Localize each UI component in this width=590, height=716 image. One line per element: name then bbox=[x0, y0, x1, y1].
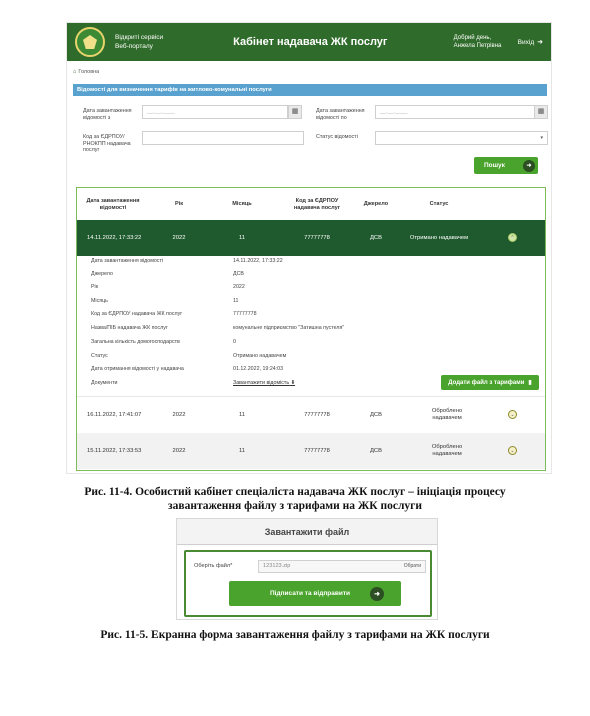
greeting-line2: Анжела Петрівна bbox=[453, 43, 502, 49]
cell-month: 11 bbox=[238, 411, 246, 418]
figure-caption-2: Рис. 11-5. Екранна форма завантаження файлу з тарифами на ЖК послуги bbox=[100, 629, 490, 641]
cell-month: 11 bbox=[238, 234, 246, 241]
detail-value: 01.12.2022, 19:24:03 bbox=[233, 366, 284, 372]
table-row[interactable] bbox=[77, 397, 545, 433]
cell-code: 77777778 bbox=[304, 447, 330, 454]
expand-icon[interactable]: ⌄ bbox=[508, 446, 517, 455]
page-title: Кабінет надавача ЖК послуг bbox=[233, 36, 388, 48]
calendar-icon[interactable]: ▦ bbox=[288, 105, 302, 119]
cell-year: 2022 bbox=[172, 411, 186, 418]
logout-icon: ➜ bbox=[537, 39, 543, 46]
cell-status: Оброблено надавачем bbox=[431, 408, 463, 421]
add-tariff-file-button[interactable] bbox=[441, 375, 539, 390]
download-statement-link[interactable] bbox=[233, 380, 295, 386]
cell-status: Отримано надавачем bbox=[409, 234, 469, 241]
choose-file-label: Оберіть файл* bbox=[194, 563, 233, 569]
date-from-input[interactable]: __.__.____ bbox=[142, 105, 288, 119]
cell-year: 2022 bbox=[172, 234, 186, 241]
breadcrumb[interactable] bbox=[73, 69, 99, 75]
cell-date: 14.11.2022, 17:33:22 bbox=[87, 234, 142, 241]
statements-table bbox=[76, 187, 546, 471]
section-title-bar: Відомості для визначення тарифів на житлово-комунальні послуги bbox=[73, 84, 547, 96]
upload-dialog-screenshot bbox=[176, 518, 438, 620]
table-row[interactable] bbox=[77, 433, 545, 469]
detail-value: ДСВ bbox=[233, 271, 244, 277]
column-header: Код за ЄДРПОУ надавача послуг bbox=[293, 198, 341, 211]
cell-code: 77777778 bbox=[304, 411, 330, 418]
top-header-bar bbox=[67, 23, 551, 61]
column-header: Джерело bbox=[363, 201, 389, 207]
figure-caption-1 bbox=[40, 485, 550, 513]
detail-value: комунальне підприємство "Затишна пустеля" bbox=[233, 325, 345, 331]
detail-value: Отримано надавачем bbox=[233, 353, 287, 359]
cell-source: ДСВ bbox=[370, 411, 382, 418]
arrow-right-icon: ➜ bbox=[523, 160, 535, 172]
cell-source: ДСВ bbox=[370, 447, 382, 454]
column-header: Місяць bbox=[232, 201, 252, 207]
browse-button[interactable]: Обрати bbox=[403, 563, 421, 569]
detail-label: Загальна кількість домогосподарств bbox=[91, 339, 180, 345]
detail-label: Дата отримання відомості у надавача bbox=[91, 366, 184, 372]
cell-date: 15.11.2022, 17:33:53 bbox=[87, 447, 142, 454]
detail-label: Статус bbox=[91, 353, 108, 359]
detail-value: 0 bbox=[233, 339, 236, 345]
cell-date: 16.11.2022, 17:41:07 bbox=[87, 411, 142, 418]
breadcrumb-home: Головна bbox=[78, 69, 100, 75]
detail-label: Джерело bbox=[91, 271, 113, 277]
detail-value: 11 bbox=[233, 298, 239, 304]
sign-and-send-button[interactable] bbox=[229, 581, 401, 606]
detail-value: 14.11.2022, 17:33:22 bbox=[233, 258, 283, 264]
search-button-label: Пошук bbox=[484, 162, 505, 169]
file-name: 123123.zip bbox=[263, 563, 291, 569]
detail-label: Рік bbox=[91, 284, 99, 290]
cell-status: Оброблено надавачем bbox=[431, 444, 463, 457]
detail-label: Місяць bbox=[91, 298, 108, 304]
chevron-down-icon: ▾ bbox=[540, 135, 543, 141]
detail-label: Дата завантаження відомості bbox=[91, 258, 164, 264]
cell-year: 2022 bbox=[172, 447, 186, 454]
status-select[interactable] bbox=[375, 131, 548, 145]
code-input[interactable] bbox=[142, 131, 304, 145]
download-icon: ⬇ bbox=[290, 380, 296, 386]
date-from-label: Дата завантаження відомості з bbox=[83, 108, 132, 121]
table-header bbox=[77, 188, 545, 220]
date-to-input[interactable]: __.__.____ bbox=[375, 105, 535, 119]
detail-value: 77777778 bbox=[233, 311, 257, 317]
caption1-line2: завантаження файлу з тарифами на ЖК послуги bbox=[167, 500, 422, 512]
add-button-label: Додати файл з тарифами bbox=[448, 379, 525, 386]
services-line1: Відкриті сервіси bbox=[115, 34, 164, 41]
logout-label: Вихід bbox=[517, 38, 535, 46]
file-input[interactable] bbox=[258, 560, 426, 573]
upload-dialog-title: Завантажити файл bbox=[177, 519, 437, 545]
file-icon: ▮ bbox=[528, 380, 532, 386]
submit-button-label: Підписати та відправити bbox=[269, 590, 351, 597]
provider-cabinet-screenshot bbox=[66, 22, 552, 474]
date-to-label: Дата завантаження відомості по bbox=[316, 108, 365, 121]
arrow-right-icon: ➜ bbox=[370, 587, 384, 601]
detail-value: 2022 bbox=[233, 284, 245, 290]
column-header: Статус bbox=[429, 201, 449, 207]
download-link-label: Завантажити відомість bbox=[233, 380, 290, 386]
detail-label: Код за ЄДРПОУ надавача ЖК послуг bbox=[91, 311, 183, 317]
table-row[interactable] bbox=[77, 220, 545, 256]
cell-month: 11 bbox=[238, 447, 246, 454]
collapse-icon[interactable]: ⌃ bbox=[508, 233, 517, 242]
expand-icon[interactable]: ⌄ bbox=[508, 410, 517, 419]
upload-form bbox=[184, 550, 432, 617]
column-header: Рік bbox=[174, 201, 184, 207]
cell-source: ДСВ bbox=[370, 234, 382, 241]
services-line2: Веб-порталу bbox=[115, 43, 153, 50]
code-label: Код за ЄДРПОУ/ РНОКПП надавача послуг bbox=[83, 134, 131, 154]
logout-button[interactable] bbox=[518, 38, 543, 46]
detail-label: Назва/ПІБ надавача ЖК послуг bbox=[91, 325, 168, 331]
caption1-line1: Рис. 11-4. Особистий кабінет спеціаліста надавача ЖК послуг – ініціація процесу bbox=[84, 486, 506, 498]
detail-label: Документи bbox=[91, 380, 118, 386]
calendar-icon[interactable]: ▦ bbox=[534, 105, 548, 119]
user-greeting bbox=[454, 34, 514, 50]
greeting-line1: Добрий день, bbox=[453, 35, 492, 41]
column-header: Дата завантаження відомості bbox=[86, 198, 140, 211]
cell-code: 77777778 bbox=[304, 234, 330, 241]
open-services-link[interactable] bbox=[115, 33, 175, 51]
search-button[interactable] bbox=[474, 157, 538, 174]
status-label: Статус відомості bbox=[316, 134, 358, 140]
home-icon: ⌂ bbox=[73, 69, 77, 75]
row-detail-panel bbox=[77, 256, 545, 397]
coat-of-arms-logo bbox=[75, 27, 105, 57]
